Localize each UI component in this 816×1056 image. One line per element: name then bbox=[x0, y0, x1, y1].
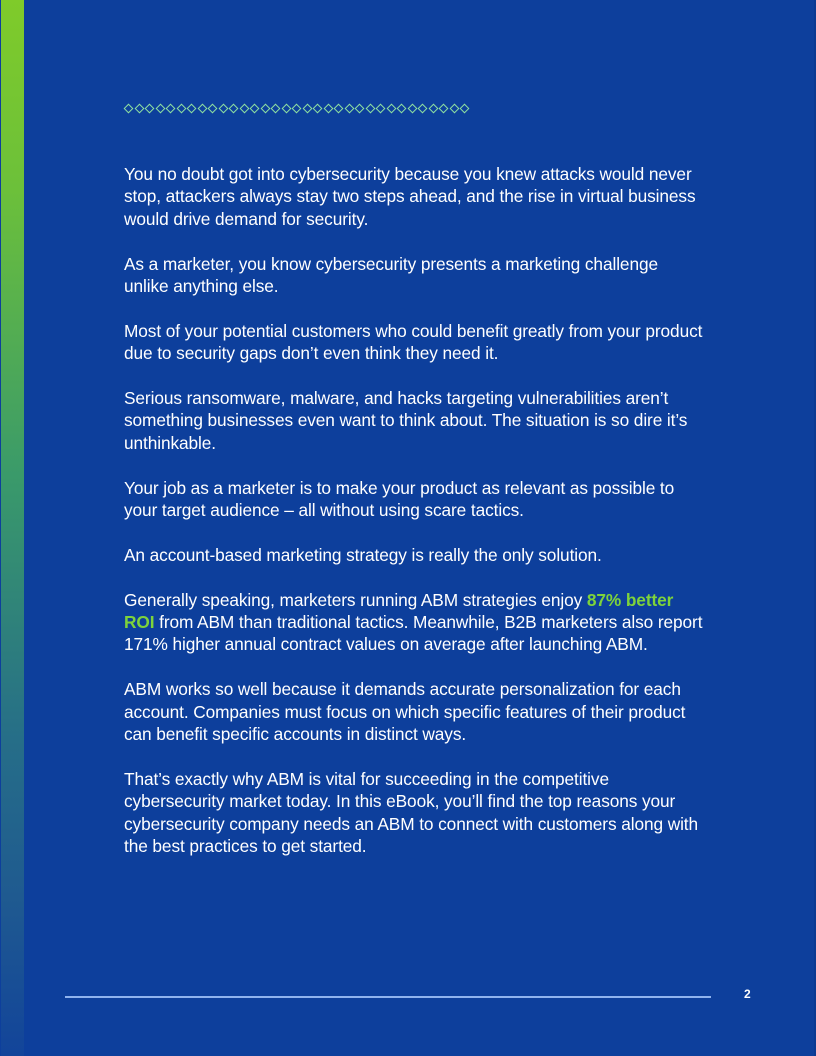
diamond-icon bbox=[334, 103, 344, 113]
diamond-icon bbox=[313, 103, 323, 113]
diamond-icon bbox=[292, 103, 302, 113]
paragraph-marketer-challenge: As a marketer, you know cybersecurity presents a marketing challenge unlike anything else. bbox=[124, 253, 658, 297]
diamond-icon bbox=[145, 103, 155, 113]
diamond-icon bbox=[124, 103, 134, 113]
diamond-icon bbox=[208, 103, 218, 113]
diamond-icon bbox=[155, 103, 165, 113]
diamond-icon bbox=[365, 103, 375, 113]
diamond-icon bbox=[218, 103, 228, 113]
diamond-icon bbox=[197, 103, 207, 113]
diamond-icon bbox=[229, 103, 239, 113]
diamond-icon bbox=[260, 103, 270, 113]
roi-text-before: Generally speaking, marketers running ABM strategies enjoy bbox=[124, 589, 587, 610]
paragraph-ebook-intro: That’s exactly why ABM is vital for succeeding in the competitive cybersecurity market today. In this eBook, you’ll find the top reasons your cybersecurity company needs an ABM to connect with customers along with the best practices to get started. bbox=[124, 768, 699, 857]
diamond-icon bbox=[386, 103, 396, 113]
diamond-icon bbox=[418, 103, 428, 113]
diamond-icon bbox=[239, 103, 249, 113]
diamond-icon bbox=[344, 103, 354, 113]
diamond-icon bbox=[460, 103, 470, 113]
diamond-icon bbox=[323, 103, 333, 113]
diamond-icon bbox=[134, 103, 144, 113]
diamond-icon bbox=[449, 103, 459, 113]
paragraph-abm-solution: An account-based marketing strategy is really the only solution. bbox=[124, 544, 602, 565]
diamond-icon bbox=[250, 103, 260, 113]
diamond-icon bbox=[397, 103, 407, 113]
diamond-icon bbox=[281, 103, 291, 113]
page-number: 2 bbox=[744, 987, 751, 1001]
diamond-icon bbox=[187, 103, 197, 113]
roi-text-after: from ABM than traditional tactics. Meanwhile, B2B marketers also report 171% higher annual contract values on average after launching ABM. bbox=[124, 612, 703, 655]
paragraph-potential-customers: Most of your potential customers who could benefit greatly from your product due to security gaps don’t even think they need it. bbox=[124, 320, 703, 364]
body-text bbox=[124, 163, 704, 880]
diamond-icon bbox=[302, 103, 312, 113]
paragraph-roi bbox=[124, 589, 704, 656]
side-accent-bar bbox=[1, 0, 24, 1056]
roi-highlight: 87% better ROI bbox=[124, 589, 674, 633]
diamond-pattern-divider bbox=[125, 101, 472, 115]
paragraph-personalization: ABM works so well because it demands accurate personalization for each account. Companies must focus on which specific features of their product can benefit specific accounts in distinct ways. bbox=[124, 679, 686, 745]
diamond-icon bbox=[407, 103, 417, 113]
paragraph-marketer-job: Your job as a marketer is to make your product as relevant as possible to your target audience – all without using scare tactics. bbox=[124, 477, 675, 521]
diamond-icon bbox=[355, 103, 365, 113]
diamond-icon bbox=[271, 103, 281, 113]
diamond-icon bbox=[439, 103, 449, 113]
paragraph-threats: Serious ransomware, malware, and hacks targeting vulnerabilities aren’t something businesses even want to think about. The situation is so dire it’s unthinkable. bbox=[124, 388, 688, 453]
diamond-icon bbox=[376, 103, 386, 113]
footer-divider bbox=[65, 996, 711, 998]
diamond-icon bbox=[176, 103, 186, 113]
diamond-icon bbox=[428, 103, 438, 113]
paragraph-intro: You no doubt got into cybersecurity because you knew attacks would never stop, attackers always stay two steps ahead, and the rise in virtual business would drive demand for security. bbox=[124, 164, 696, 229]
diamond-icon bbox=[166, 103, 176, 113]
